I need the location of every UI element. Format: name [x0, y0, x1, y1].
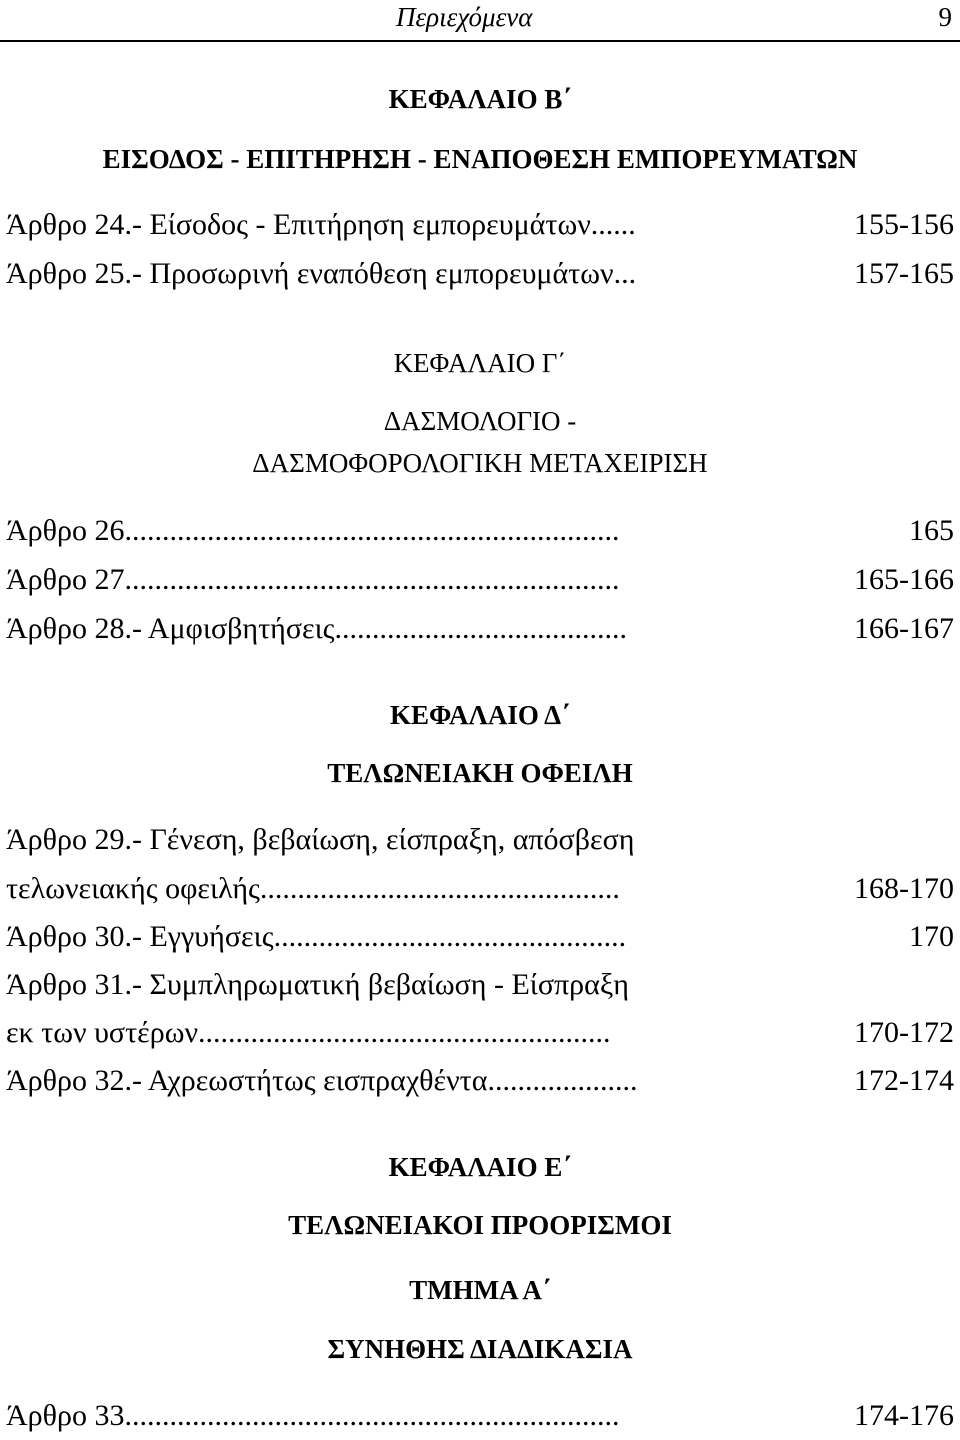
toc-entry-article-32[interactable]	[6, 1061, 954, 1101]
running-title: Περιεχόμενα	[396, 2, 533, 32]
toc-entry-article-29[interactable]	[6, 869, 954, 909]
chapter-b-title: ΕΙΣΟΔΟΣ - ΕΠΙΤΗΡΗΣΗ - ΕΝΑΠΟΘΕΣΗ ΕΜΠΟΡΕΥΜΑΤΩΝ	[102, 144, 858, 174]
chapter-e-title: ΤΕΛΩΝΕΙΑΚΟΙ ΠΡΟΟΡΙΣΜΟΙ	[288, 1210, 672, 1240]
chapter-d-title: ΤΕΛΩΝΕΙΑΚΗ ΟΦΕΙΛΗ	[327, 758, 633, 788]
entry-title: Άρθρο 26	[6, 514, 125, 547]
toc-entry-article-27[interactable]	[6, 560, 954, 600]
toc-entry-article-31[interactable]	[6, 1013, 954, 1053]
entry-title: Άρθρο 28.- Αμφισβητήσεις	[6, 612, 335, 645]
toc-entry-article-26[interactable]	[6, 511, 954, 551]
entry-pages: 168-170	[854, 872, 954, 905]
entry-pages: 166-167	[854, 612, 954, 645]
entry-pages: 155-156	[854, 208, 954, 241]
entry-title: Άρθρο 24.- Είσοδος - Επιτήρηση εμπορευμάτων	[6, 208, 591, 241]
section-a-title: ΣΥΝΗΘΗΣ ΔΙΑΔΙΚΑΣΙΑ	[327, 1334, 633, 1364]
chapter-g-title-line2: ΔΑΣΜΟΦΟΡΟΛΟΓΙΚΗ ΜΕΤΑΧΕΙΡΙΣΗ	[252, 448, 708, 478]
entry-title: Άρθρο 32.- Αχρεωστήτως εισπραχθέντα	[6, 1064, 488, 1097]
chapter-g-label: ΚΕΦΑΛΑΙΟ Γ΄	[393, 348, 567, 378]
toc-entry-article-30[interactable]	[6, 917, 954, 957]
entry-pages: 165	[909, 514, 954, 547]
toc-entry-article-33[interactable]	[6, 1396, 954, 1436]
entry-pages: 170-172	[854, 1016, 954, 1049]
entry-title: εκ των υστέρων	[6, 1016, 199, 1049]
dot-leader: .......................................	[334, 612, 628, 645]
entry-pages: 165-166	[854, 563, 954, 596]
dot-leader: ...	[613, 257, 637, 290]
section-a-label: ΤΜΗΜΑ Α΄	[409, 1275, 551, 1305]
entry-title: τελωνειακής οφειλής	[6, 872, 260, 905]
entry-title: Άρθρο 30.- Εγγυήσεις	[6, 920, 274, 953]
dot-leader: ..................................................................	[124, 1399, 620, 1432]
chapter-e-label: ΚΕΦΑΛΑΙΟ Ε΄	[388, 1152, 572, 1182]
entry-pages: 157-165	[854, 257, 954, 290]
dot-leader: ....................	[487, 1064, 638, 1097]
toc-entry-article-24[interactable]	[6, 205, 954, 245]
running-header	[0, 0, 960, 42]
entry-title: Άρθρο 27	[6, 563, 125, 596]
entry-pages: 174-176	[854, 1399, 954, 1432]
dot-leader: ......	[590, 208, 636, 241]
page-number: 9	[938, 2, 952, 32]
toc-entry-article-31-line1[interactable]: Άρθρο 31.- Συμπληρωματική βεβαίωση - Είσπραξη	[6, 968, 629, 1001]
entry-title: Άρθρο 33	[6, 1399, 125, 1432]
dot-leader: ..................................................................	[124, 514, 620, 547]
dot-leader: ..................................................................	[124, 563, 620, 596]
toc-entry-article-25[interactable]	[6, 254, 954, 294]
chapter-g-title-line1: ΔΑΣΜΟΛΟΓΙΟ -	[383, 406, 577, 436]
entry-pages: 170	[909, 920, 954, 953]
dot-leader: .......................................................	[198, 1016, 611, 1049]
chapter-d-label: ΚΕΦΑΛΑΙΟ Δ΄	[389, 700, 571, 730]
dot-leader: ................................................	[259, 872, 620, 905]
entry-pages: 172-174	[854, 1064, 954, 1097]
toc-entry-article-29-line1[interactable]: Άρθρο 29.- Γένεση, βεβαίωση, είσπραξη, απόσβεση	[6, 823, 635, 856]
entry-title: Άρθρο 25.- Προσωρινή εναπόθεση εμπορευμάτων	[6, 257, 614, 290]
chapter-b-label: ΚΕΦΑΛΑΙΟ Β΄	[388, 84, 572, 114]
toc-entry-article-28[interactable]	[6, 609, 954, 649]
dot-leader: ...............................................	[273, 920, 627, 953]
